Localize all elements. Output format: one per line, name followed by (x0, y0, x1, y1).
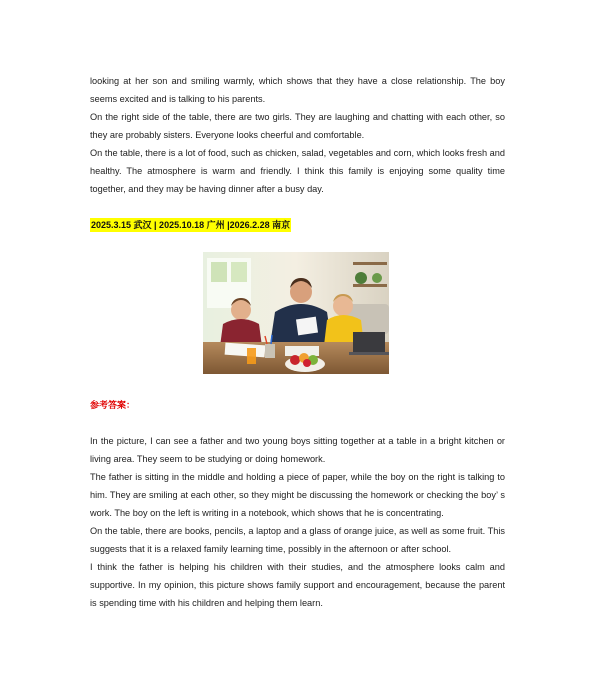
exam-dates-highlight: 2025.3.15 武汉 | 2025.10.18 广州 |2026.2.28 南京 (91, 220, 291, 230)
paragraph: The father is sitting in the middle and holding a piece of paper, while the boy on the right is talking to him. They are smiling at each other, so they might be discussing the homework or checking the boy’ s work. The boy on the left is writing in a notebook, which shows that he is concentrating. (90, 472, 505, 518)
paragraph: In the picture, I can see a father and two young boys sitting together at a table in a bright kitchen or living area. They seem to be studying or doing homework. (90, 436, 505, 464)
photo-illustration (203, 252, 389, 374)
essay-text-answer (90, 432, 505, 612)
answer-label: 参考答案： (90, 400, 136, 410)
paragraph: looking at her son and smiling warmly, which shows that they have a close relationship. The boy seems excited and is talking to his parents. (90, 76, 505, 104)
paragraph: On the table, there is a lot of food, such as chicken, salad, vegetables and corn, which looks fresh and healthy. The atmosphere is warm and friendly. I think this family is enjoying some quality time together, and they may be having dinner after a busy day. (90, 148, 505, 194)
paragraph: I think the father is helping his children with their studies, and the atmosphere looks calm and supportive. In my opinion, this picture shows family support and encouragement, because the parent is spending time with his children and helping them learn. (90, 562, 505, 608)
family-homework-photo (203, 252, 389, 374)
essay-text-top (90, 72, 505, 198)
paragraph: On the right side of the table, there are two girls. They are laughing and chatting with each other, so they are probably sisters. Everyone looks cheerful and comfortable. (90, 112, 505, 140)
paragraph: On the table, there are books, pencils, a laptop and a glass of orange juice, as well as some fruit. This suggests that it is a relaxed family learning time, possibly in the afternoon or after school. (90, 526, 505, 554)
